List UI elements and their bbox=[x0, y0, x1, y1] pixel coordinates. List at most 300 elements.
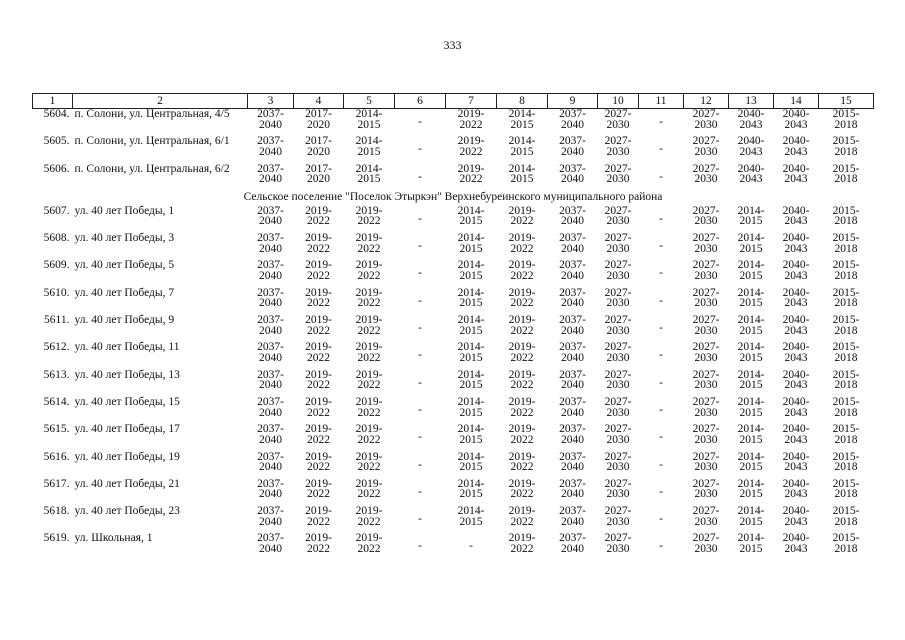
period-cell-col-12 bbox=[684, 452, 729, 479]
table-row bbox=[33, 315, 874, 342]
period-end: 2030 bbox=[606, 543, 630, 556]
period-cell-col-10 bbox=[598, 288, 639, 315]
period-cell-col-3 bbox=[248, 233, 294, 260]
period-cell-col-13 bbox=[729, 452, 774, 479]
period-start: 2027- bbox=[604, 108, 632, 120]
period-end: 2040 bbox=[259, 215, 282, 228]
header-cell-7: 7 bbox=[446, 94, 497, 109]
period-cell-col-5 bbox=[344, 424, 395, 451]
period-start: 2019- bbox=[508, 341, 536, 354]
period-cell-col-5 bbox=[344, 260, 395, 287]
period-start: 2014- bbox=[457, 314, 485, 327]
period-cell-col-10 bbox=[598, 424, 639, 451]
period-cell-col-9 bbox=[548, 315, 598, 342]
period-start: 2037- bbox=[257, 368, 284, 381]
period-cell-col-10 bbox=[598, 164, 639, 191]
period-end: 2022 bbox=[510, 488, 534, 501]
period-start: - bbox=[418, 116, 422, 128]
period-end: 2022 bbox=[307, 270, 330, 283]
period-cell-col-6 bbox=[395, 288, 446, 315]
period-end: 2022 bbox=[510, 270, 534, 283]
period-cell-col-6 bbox=[395, 424, 446, 451]
period-end: 2022 bbox=[357, 433, 381, 446]
period-cell-col-6 bbox=[395, 233, 446, 260]
header-cell-6: 6 bbox=[395, 94, 446, 109]
period-end: 2022 bbox=[307, 324, 330, 337]
period-cell-col-13 bbox=[729, 315, 774, 342]
period-end: 2030 bbox=[606, 515, 630, 528]
period-cell-col-9 bbox=[548, 397, 598, 424]
period-start: 2027- bbox=[604, 395, 632, 408]
period-cell-col-8 bbox=[497, 533, 548, 560]
period-end: 2015 bbox=[739, 215, 763, 228]
period-cell-col-15 bbox=[819, 206, 874, 233]
period-cell-col-8 bbox=[497, 233, 548, 260]
period-end: 2030 bbox=[694, 351, 718, 364]
period-start: 2037- bbox=[257, 477, 284, 490]
period-start: - bbox=[659, 116, 663, 128]
row-number: 5613. bbox=[43, 368, 70, 381]
period-end: 2040 bbox=[561, 270, 584, 283]
period-start: - bbox=[659, 349, 663, 362]
period-cell-col-13 bbox=[729, 424, 774, 451]
period-cell-col-11 bbox=[639, 397, 684, 424]
period-start: 2037- bbox=[257, 108, 284, 120]
period-start: 2019- bbox=[305, 423, 332, 436]
period-start: 2019- bbox=[508, 423, 536, 436]
header-cell-8: 8 bbox=[497, 94, 548, 109]
row-address: ул. 40 лет Победы, 3 bbox=[74, 232, 175, 245]
period-end: 2015 bbox=[357, 145, 381, 158]
period-start: 2019- bbox=[305, 532, 332, 545]
period-cell-col-6 bbox=[395, 206, 446, 233]
period-cell-col-9 bbox=[548, 506, 598, 533]
period-start: 2027- bbox=[604, 477, 632, 490]
period-cell-col-11 bbox=[639, 479, 684, 506]
period-end: 2020 bbox=[307, 118, 330, 131]
period-end: 2015 bbox=[459, 461, 483, 474]
period-cell-col-5 bbox=[344, 315, 395, 342]
period-cell-col-14 bbox=[774, 136, 819, 163]
period-cell-col-9 bbox=[548, 233, 598, 260]
period-cell-col-3 bbox=[248, 424, 294, 451]
period-end: 2015 bbox=[739, 270, 763, 283]
period-start: 2015- bbox=[832, 532, 860, 545]
period-cell-col-15 bbox=[819, 315, 874, 342]
period-end: 2018 bbox=[834, 297, 858, 310]
period-end: 2043 bbox=[784, 297, 808, 310]
row-number: 5604. bbox=[43, 108, 70, 120]
period-cell-col-7 bbox=[446, 315, 497, 342]
period-start: 2019- bbox=[508, 314, 536, 327]
period-cell-col-3 bbox=[248, 315, 294, 342]
period-start: 2015- bbox=[832, 108, 860, 120]
period-end: 2015 bbox=[739, 488, 763, 501]
period-start: 2019- bbox=[355, 286, 383, 299]
period-end: 2018 bbox=[834, 145, 858, 158]
period-end: 2022 bbox=[510, 242, 534, 255]
period-start: 2040- bbox=[782, 286, 810, 299]
period-end: 2015 bbox=[459, 379, 483, 392]
header-cell-1: 1 bbox=[33, 94, 73, 109]
period-end: 2030 bbox=[694, 488, 718, 501]
period-start: 2040- bbox=[737, 108, 765, 120]
period-start: - bbox=[659, 431, 663, 444]
period-cell-col-8 bbox=[497, 136, 548, 163]
period-start: - bbox=[418, 143, 422, 156]
row-number: 5607. bbox=[43, 204, 70, 217]
period-start: 2019- bbox=[305, 204, 332, 217]
period-start: 2027- bbox=[692, 423, 720, 436]
period-cell-col-15 bbox=[819, 452, 874, 479]
period-cell-col-5 bbox=[344, 164, 395, 191]
period-end: 2043 bbox=[784, 145, 808, 158]
period-start: 2015- bbox=[832, 450, 860, 463]
period-end: 2040 bbox=[561, 173, 584, 186]
period-cell-col-3 bbox=[248, 370, 294, 397]
row-number: 5608. bbox=[43, 232, 70, 245]
period-end: 2040 bbox=[259, 543, 282, 556]
period-cell-col-11 bbox=[639, 506, 684, 533]
period-cell-col-8 bbox=[497, 342, 548, 369]
period-start: 2019- bbox=[355, 368, 383, 381]
period-start: 2019- bbox=[508, 204, 536, 217]
row-number: 5606. bbox=[43, 162, 70, 175]
period-cell-col-8 bbox=[497, 479, 548, 506]
period-end: 2022 bbox=[357, 242, 381, 255]
period-end: 2043 bbox=[739, 173, 763, 186]
period-start: 2027- bbox=[692, 259, 720, 272]
period-start: 2040- bbox=[782, 505, 810, 518]
period-cell-col-12 bbox=[684, 136, 729, 163]
period-start: 2014- bbox=[355, 162, 383, 175]
row-number: 5615. bbox=[43, 423, 70, 436]
period-start: 2019- bbox=[305, 477, 332, 490]
row-address: ул. 40 лет Победы, 7 bbox=[74, 286, 175, 299]
period-end: 2040 bbox=[259, 515, 282, 528]
period-end: 2040 bbox=[561, 433, 584, 446]
period-end: 2043 bbox=[784, 215, 808, 228]
period-end: 2030 bbox=[694, 433, 718, 446]
row-address: ул. 40 лет Победы, 11 bbox=[74, 341, 180, 354]
period-cell-col-3 bbox=[248, 452, 294, 479]
table-row bbox=[33, 288, 874, 315]
period-end: 2040 bbox=[561, 543, 584, 556]
period-end: 2043 bbox=[784, 173, 808, 186]
period-cell-col-11 bbox=[639, 315, 684, 342]
row-number: 5611. bbox=[44, 314, 70, 327]
period-start: 2037- bbox=[559, 395, 586, 408]
period-start: 2037- bbox=[559, 204, 586, 217]
period-start: 2014- bbox=[737, 477, 765, 490]
period-cell-col-5 bbox=[344, 533, 395, 560]
period-cell-col-7 bbox=[446, 452, 497, 479]
period-cell-col-10 bbox=[598, 397, 639, 424]
period-cell-col-8 bbox=[497, 206, 548, 233]
period-cell-col-10 bbox=[598, 342, 639, 369]
period-end: 2015 bbox=[510, 173, 534, 186]
period-cell-col-3 bbox=[248, 397, 294, 424]
period-end: 2030 bbox=[606, 379, 630, 392]
period-end: 2022 bbox=[357, 515, 381, 528]
period-start: 2027- bbox=[604, 450, 632, 463]
period-start: 2015- bbox=[832, 135, 860, 148]
period-end: 2022 bbox=[510, 515, 534, 528]
period-end: 2015 bbox=[739, 515, 763, 528]
period-start: - bbox=[418, 513, 422, 526]
period-end: 2018 bbox=[834, 118, 858, 131]
row-address: ул. 40 лет Победы, 5 bbox=[74, 259, 175, 272]
period-start: 2027- bbox=[692, 286, 720, 299]
period-end: 2030 bbox=[606, 242, 630, 255]
period-end: 2022 bbox=[357, 270, 381, 283]
period-cell-col-3 bbox=[248, 533, 294, 560]
period-cell-col-10 bbox=[598, 233, 639, 260]
period-end: 2018 bbox=[834, 173, 858, 186]
period-cell-col-3 bbox=[248, 206, 294, 233]
period-cell-col-6 bbox=[395, 506, 446, 533]
table-body bbox=[33, 109, 874, 561]
period-cell-col-13 bbox=[729, 370, 774, 397]
period-cell-col-7 bbox=[446, 397, 497, 424]
period-start: 2040- bbox=[782, 341, 810, 354]
table-row bbox=[33, 479, 874, 506]
period-start: 2019- bbox=[305, 259, 332, 272]
period-start: 2027- bbox=[604, 505, 632, 518]
period-cell-col-7 bbox=[446, 109, 497, 137]
period-cell-col-14 bbox=[774, 109, 819, 137]
period-end: 2040 bbox=[259, 118, 282, 131]
period-end: 2018 bbox=[834, 379, 858, 392]
period-end: 2043 bbox=[739, 145, 763, 158]
period-end: 2040 bbox=[259, 461, 282, 474]
header-cell-2: 2 bbox=[73, 94, 248, 109]
period-start: 2037- bbox=[257, 259, 284, 272]
period-end: 2040 bbox=[259, 270, 282, 283]
period-cell-col-4 bbox=[294, 260, 344, 287]
period-end: 2022 bbox=[510, 351, 534, 364]
period-cell-col-4 bbox=[294, 533, 344, 560]
period-start: 2027- bbox=[604, 259, 632, 272]
period-end: 2018 bbox=[834, 461, 858, 474]
period-start: 2019- bbox=[355, 450, 383, 463]
table-row bbox=[33, 136, 874, 163]
period-cell-col-15 bbox=[819, 260, 874, 287]
period-end: 2022 bbox=[307, 242, 330, 255]
period-end: 2022 bbox=[459, 118, 483, 131]
period-end: 2015 bbox=[357, 118, 381, 131]
period-start: 2037- bbox=[559, 532, 586, 545]
period-start: 2037- bbox=[257, 314, 284, 327]
period-start: - bbox=[418, 212, 422, 225]
period-start: 2014- bbox=[737, 341, 765, 354]
period-start: 2015- bbox=[832, 505, 860, 518]
period-end: 2030 bbox=[694, 145, 718, 158]
period-start: 2027- bbox=[692, 450, 720, 463]
period-start: 2037- bbox=[559, 108, 586, 120]
row-number: 5617. bbox=[43, 477, 70, 490]
period-cell-col-14 bbox=[774, 164, 819, 191]
period-cell-col-5 bbox=[344, 233, 395, 260]
row-number: 5605. bbox=[43, 135, 70, 148]
table-row bbox=[33, 206, 874, 233]
period-start: 2037- bbox=[559, 286, 586, 299]
period-start: 2027- bbox=[604, 286, 632, 299]
period-cell-col-14 bbox=[774, 424, 819, 451]
period-start: 2019- bbox=[305, 286, 332, 299]
period-start: 2037- bbox=[257, 395, 284, 408]
period-cell-col-9 bbox=[548, 164, 598, 191]
period-cell-col-6 bbox=[395, 370, 446, 397]
table-row bbox=[33, 260, 874, 287]
period-start: 2019- bbox=[508, 259, 536, 272]
row-number: 5610. bbox=[43, 286, 70, 299]
row-address: ул. 40 лет Победы, 13 bbox=[74, 368, 180, 381]
period-start: 2037- bbox=[257, 532, 284, 545]
period-start: 2014- bbox=[737, 259, 765, 272]
period-cell-col-15 bbox=[819, 370, 874, 397]
row-address: ул. 40 лет Победы, 1 bbox=[74, 204, 175, 217]
period-cell-col-6 bbox=[395, 533, 446, 560]
period-start: 2019- bbox=[305, 232, 332, 245]
period-start: - bbox=[659, 143, 663, 156]
period-cell-col-15 bbox=[819, 136, 874, 163]
period-start: 2014- bbox=[457, 395, 485, 408]
period-end: 2018 bbox=[834, 324, 858, 337]
period-cell-col-10 bbox=[598, 370, 639, 397]
period-start: 2027- bbox=[604, 314, 632, 327]
period-start: 2037- bbox=[559, 314, 586, 327]
period-start: 2019- bbox=[355, 204, 383, 217]
period-end: 2040 bbox=[259, 433, 282, 446]
period-end: 2040 bbox=[561, 351, 584, 364]
period-end: 2030 bbox=[694, 406, 718, 419]
period-start: 2014- bbox=[508, 162, 536, 175]
period-end: 2030 bbox=[694, 461, 718, 474]
period-cell-col-14 bbox=[774, 206, 819, 233]
period-start: 2019- bbox=[355, 532, 383, 545]
period-end: 2030 bbox=[694, 242, 718, 255]
period-start: 2014- bbox=[355, 108, 383, 120]
period-end: 2040 bbox=[561, 461, 584, 474]
period-cell-col-12 bbox=[684, 109, 729, 137]
period-end: 2030 bbox=[606, 215, 630, 228]
period-start: 2027- bbox=[604, 341, 632, 354]
period-end: 2022 bbox=[510, 406, 534, 419]
row-address: п. Солони, ул. Центральная, 6/2 bbox=[74, 162, 230, 175]
period-start: 2019- bbox=[508, 477, 536, 490]
row-address: ул. 40 лет Победы, 9 bbox=[74, 314, 175, 327]
period-cell-col-6 bbox=[395, 315, 446, 342]
period-start: 2015- bbox=[832, 162, 860, 175]
row-number: 5619. bbox=[43, 532, 70, 545]
period-cell-col-4 bbox=[294, 342, 344, 369]
period-start: 2027- bbox=[604, 135, 632, 148]
period-start: 2014- bbox=[355, 135, 383, 148]
period-start: 2027- bbox=[604, 204, 632, 217]
period-cell-col-7 bbox=[446, 370, 497, 397]
period-start: 2027- bbox=[692, 477, 720, 490]
period-cell-col-5 bbox=[344, 288, 395, 315]
period-start: 2014- bbox=[508, 135, 536, 148]
period-start: - bbox=[418, 403, 422, 416]
period-cell-col-13 bbox=[729, 533, 774, 560]
period-start: 2019- bbox=[305, 368, 332, 381]
period-start: 2014- bbox=[737, 368, 765, 381]
period-end: 2043 bbox=[784, 118, 808, 131]
period-cell-col-6 bbox=[395, 342, 446, 369]
period-end: 2040 bbox=[561, 242, 584, 255]
period-cell-col-5 bbox=[344, 206, 395, 233]
period-end: 2040 bbox=[259, 297, 282, 310]
period-start: - bbox=[418, 240, 422, 253]
period-end: 2022 bbox=[307, 351, 330, 364]
period-start: - bbox=[418, 294, 422, 307]
period-start: - bbox=[418, 322, 422, 335]
period-cell-col-7 bbox=[446, 342, 497, 369]
period-cell-col-13 bbox=[729, 136, 774, 163]
period-start: 2014- bbox=[457, 450, 485, 463]
period-start: 2014- bbox=[457, 232, 485, 245]
period-cell-col-7 bbox=[446, 206, 497, 233]
period-cell-col-12 bbox=[684, 424, 729, 451]
header-cell-15: 15 bbox=[819, 94, 874, 109]
period-cell-col-13 bbox=[729, 233, 774, 260]
period-end: 2043 bbox=[739, 118, 763, 131]
period-start: 2027- bbox=[692, 532, 720, 545]
period-end: 2015 bbox=[510, 145, 534, 158]
section-title: Сельское поселение "Поселок Этыркэн" Верхнебуреинского муниципального района bbox=[243, 190, 663, 203]
period-start: 2019- bbox=[457, 135, 485, 148]
period-end: 2022 bbox=[510, 215, 534, 228]
period-cell-col-11 bbox=[639, 136, 684, 163]
header-cell-10: 10 bbox=[598, 94, 639, 109]
period-cell-col-3 bbox=[248, 479, 294, 506]
period-start: 2027- bbox=[692, 162, 720, 175]
period-start: 2037- bbox=[559, 450, 586, 463]
period-start: 2014- bbox=[457, 204, 485, 217]
period-end: 2015 bbox=[739, 543, 763, 556]
period-start: 2017- bbox=[305, 135, 332, 148]
period-end: 2030 bbox=[694, 324, 718, 337]
period-cell-col-11 bbox=[639, 206, 684, 233]
period-cell-col-10 bbox=[598, 479, 639, 506]
table-row bbox=[33, 342, 874, 369]
period-start: 2019- bbox=[457, 162, 485, 175]
period-end: 2030 bbox=[694, 297, 718, 310]
period-start: 2019- bbox=[508, 368, 536, 381]
period-cell-col-13 bbox=[729, 164, 774, 191]
period-end: 2043 bbox=[784, 379, 808, 392]
period-cell-col-12 bbox=[684, 370, 729, 397]
period-cell-col-12 bbox=[684, 533, 729, 560]
period-cell-col-4 bbox=[294, 370, 344, 397]
period-cell-col-13 bbox=[729, 397, 774, 424]
period-start: 2037- bbox=[257, 135, 284, 148]
period-end: 2022 bbox=[510, 324, 534, 337]
period-cell-col-8 bbox=[497, 506, 548, 533]
period-start: 2017- bbox=[305, 108, 332, 120]
header-cell-5: 5 bbox=[344, 94, 395, 109]
row-address: ул. 40 лет Победы, 19 bbox=[74, 450, 180, 463]
period-start: 2027- bbox=[692, 395, 720, 408]
period-start: 2019- bbox=[508, 232, 536, 245]
period-start: 2037- bbox=[257, 423, 284, 436]
period-cell-col-15 bbox=[819, 109, 874, 137]
period-cell-col-10 bbox=[598, 452, 639, 479]
period-cell-col-15 bbox=[819, 288, 874, 315]
period-start: 2014- bbox=[737, 395, 765, 408]
